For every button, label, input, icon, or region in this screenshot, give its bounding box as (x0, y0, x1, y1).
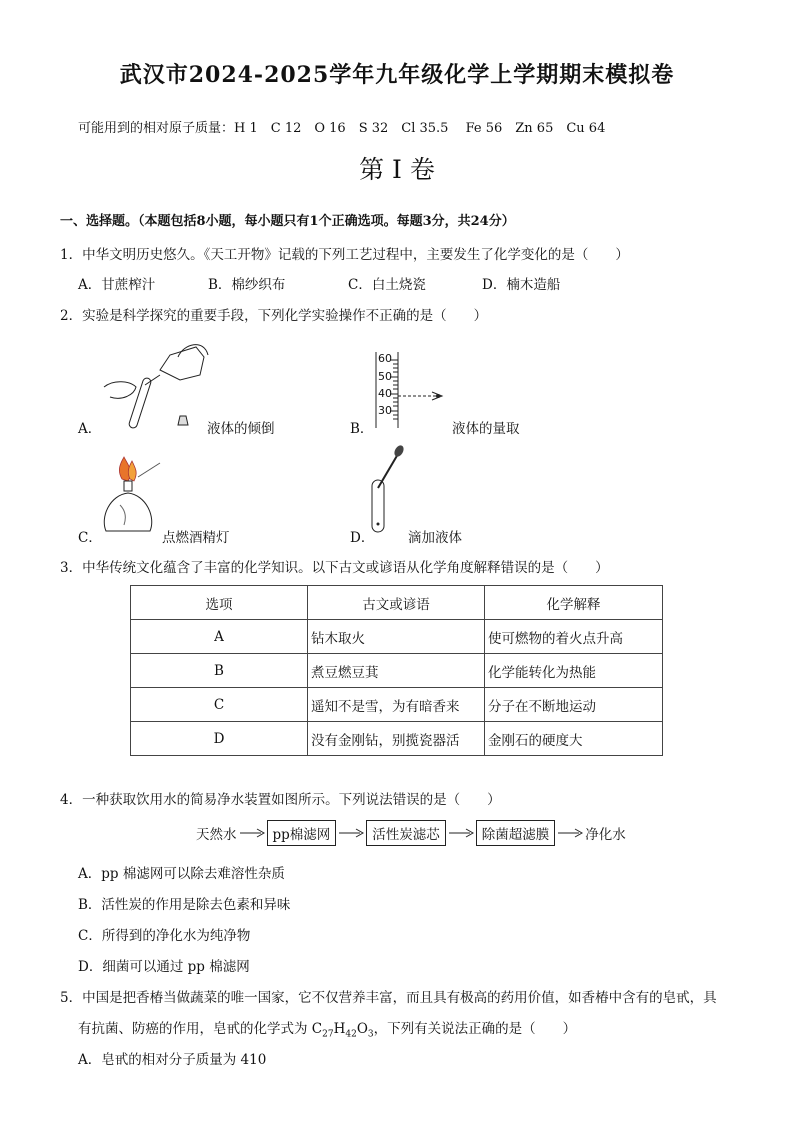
cylinder-tick-30: 30 (378, 404, 392, 417)
q2-option-a-caption: 液体的倾倒 (207, 421, 275, 437)
table-header-cell: 选项 (131, 586, 308, 620)
q2-option-a-letter: A． (78, 421, 102, 437)
q2-option-b-letter: B． (350, 421, 374, 437)
table-cell: 没有金刚钻，别揽瓷器活 (308, 722, 485, 756)
cylinder-tick-60: 60 (378, 352, 392, 365)
table-cell: 使可燃物的着火点升高 (485, 620, 663, 654)
table-cell: 化学能转化为热能 (485, 654, 663, 688)
table-cell: 遥知不是雪，为有暗香来 (308, 688, 485, 722)
section-heading: 一、选择题。（本题包括8小题，每小题只有1个正确选项。每题3分，共24分） (60, 214, 515, 229)
table-row (131, 620, 663, 654)
question-5-line-2 (78, 1017, 576, 1040)
table-header-cell: 古文或谚语 (308, 586, 485, 620)
table-cell: 煮豆燃豆萁 (308, 654, 485, 688)
arrow-right-icon (239, 827, 265, 839)
table-cell: B (131, 654, 308, 688)
q2-option-c-caption: 点燃酒精灯 (162, 530, 230, 546)
question-1-stem: 1．中华文明历史悠久。《天工开物》记载的下列工艺过程中，主要发生了化学变化的是（ ） (60, 247, 629, 263)
question-2-stem: 2．实验是科学探究的重要手段，下列化学实验操作不正确的是（ ） (60, 308, 488, 324)
formula-subscript: 42 (345, 1029, 357, 1040)
q1-option-c: C．白土烧瓷 (348, 277, 426, 293)
q4-option-a: A．pp 棉滤网可以除去难溶性杂质 (78, 866, 285, 882)
flow-ultrafiltration: 除菌超滤膜 (476, 820, 556, 846)
arrow-right-icon (557, 827, 583, 839)
arrow-right-icon (448, 827, 474, 839)
flow-purified-water: 净化水 (585, 827, 626, 843)
table-cell: 金刚石的硬度大 (485, 722, 663, 756)
q1-option-d: D．楠木造船 (482, 277, 561, 293)
q2-option-d-caption: 滴加液体 (408, 530, 462, 546)
question-3-stem: 3．中华传统文化蕴含了丰富的化学知识。以下古文或谚语从化学角度解释错误的是（ ） (60, 560, 609, 576)
q5-option-a: A．皂甙的相对分子质量为 410 (78, 1052, 267, 1068)
table-header-cell: 化学解释 (485, 586, 663, 620)
table-header-row (131, 586, 663, 620)
water-purification-flow (196, 820, 626, 846)
dropper-test-tube-figure (368, 444, 408, 536)
q5-text: ，下列有关说法正确的是（ ） (373, 1021, 577, 1037)
q2-option-c-letter: C． (78, 530, 102, 546)
formula-element: O (356, 1021, 368, 1037)
alcohol-lamp-figure (100, 455, 170, 535)
formula-subscript: 27 (322, 1029, 334, 1040)
table-row (131, 654, 663, 688)
table-cell: A (131, 620, 308, 654)
atomic-masses: 可能用到的相对原子质量：H 1 C 12 O 16 S 32 Cl 35.5 Fe 56 Zn 65 Cu 64 (78, 121, 606, 136)
cylinder-tick-40: 40 (378, 387, 392, 400)
table-cell: 钻木取火 (308, 620, 485, 654)
q4-option-d: D．细菌可以通过 pp 棉滤网 (78, 959, 250, 975)
volume-heading: 第 I 卷 (359, 155, 435, 184)
flow-carbon-filter: 活性炭滤芯 (366, 820, 446, 846)
table-cell: C (131, 688, 308, 722)
q3-table (130, 585, 663, 756)
formula-subscript: 3 (367, 1029, 374, 1040)
q4-option-c: C．所得到的净化水为纯净物 (78, 928, 251, 944)
formula-element: H (333, 1021, 346, 1037)
table-cell: 分子在不断地运动 (485, 688, 663, 722)
q5-text: 有抗菌、防癌的作用，皂甙的化学式为 C (78, 1021, 323, 1037)
q1-option-b: B．棉纱织布 (208, 277, 286, 293)
pouring-liquid-figure (100, 335, 210, 435)
flow-natural-water: 天然水 (196, 827, 237, 843)
cylinder-tick-50: 50 (378, 370, 392, 383)
question-5-line-1: 5．中国是把香椿当做蔬菜的唯一国家，它不仅营养丰富，而且具有极高的药用价值，如香椿中含有的皂甙，具 (60, 990, 717, 1006)
table-row (131, 722, 663, 756)
q2-option-b-caption: 液体的量取 (452, 421, 520, 437)
question-4-stem: 4．一种获取饮用水的简易净水装置如图所示。下列说法错误的是（ ） (60, 792, 501, 808)
arrow-right-icon (338, 827, 364, 839)
page-title: 武汉市2024-2025学年九年级化学上学期期末模拟卷 (119, 62, 675, 88)
q4-option-b: B．活性炭的作用是除去色素和异味 (78, 897, 291, 913)
table-cell: D (131, 722, 308, 756)
q1-option-a: A．甘蔗榨汁 (78, 277, 156, 293)
stopper-icon (176, 413, 190, 427)
table-row (131, 688, 663, 722)
q2-option-d-letter: D． (350, 530, 375, 546)
flow-pp-filter: pp棉滤网 (267, 820, 337, 846)
